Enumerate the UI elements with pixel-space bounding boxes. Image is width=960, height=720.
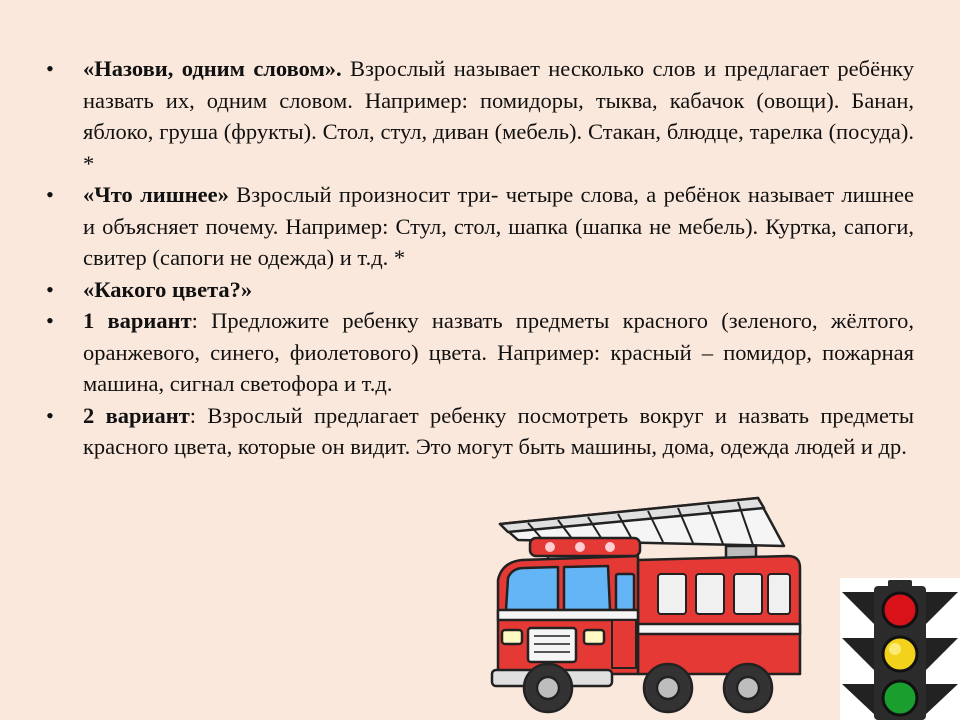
- bullet-text: : Предложите ребенку назвать предметы красного (зеленого, жёлтого, оранжевого, синего, фиолетового) цвета. Например: красный – помидор, пожарная машина, сигнал светофора и т.д.: [83, 308, 914, 396]
- bullet-icon: •: [46, 56, 54, 81]
- bullet-icon: •: [46, 308, 54, 333]
- bullet-icon: •: [46, 182, 54, 207]
- traffic-light-icon: [840, 578, 960, 720]
- bullet-title: «Назови, одним словом».: [83, 56, 342, 81]
- bullet-title: «Что лишнее»: [83, 182, 229, 207]
- bullet-title: «Какого цвета?»: [83, 276, 253, 302]
- bullet-list: [40, 53, 914, 463]
- bullet-title: 2 вариант: [83, 402, 190, 428]
- bullet-icon: •: [46, 276, 54, 302]
- bullet-title: 1 вариант: [83, 308, 192, 333]
- bullet-item-variant-1: [40, 305, 914, 400]
- bullet-text: Взрослый называет несколько слов и предлагает ребёнку назвать их, одним словом. Например: помидоры, тыква, кабачок (овощи). Банан, яблоко, груша (фрукты). Стол, стул, диван (мебель). Стакан, блюдце, тарелка (посуда). *: [83, 56, 914, 176]
- bullet-text: : Взрослый предлагает ребенку посмотреть вокруг и назвать предметы красного цвета, которые он видит. Это могут быть машины, дома, одежда людей и др.: [83, 402, 914, 459]
- bullet-text: Взрослый произносит три- четыре слова, а ребёнок называет лишнее и объясняет почему. Например: Стул, стол, шапка (шапка не мебель). Куртка, сапоги, свитер (сапоги не одежда) и т.д. *: [83, 182, 914, 270]
- bullet-item-variant-2: [40, 400, 914, 463]
- bullet-icon: •: [46, 402, 54, 428]
- bullet-item-one-word: [40, 53, 914, 179]
- fire-truck-icon: [488, 490, 828, 720]
- bullet-item-odd-one-out: [40, 179, 914, 274]
- bullet-item-which-color: [40, 274, 914, 306]
